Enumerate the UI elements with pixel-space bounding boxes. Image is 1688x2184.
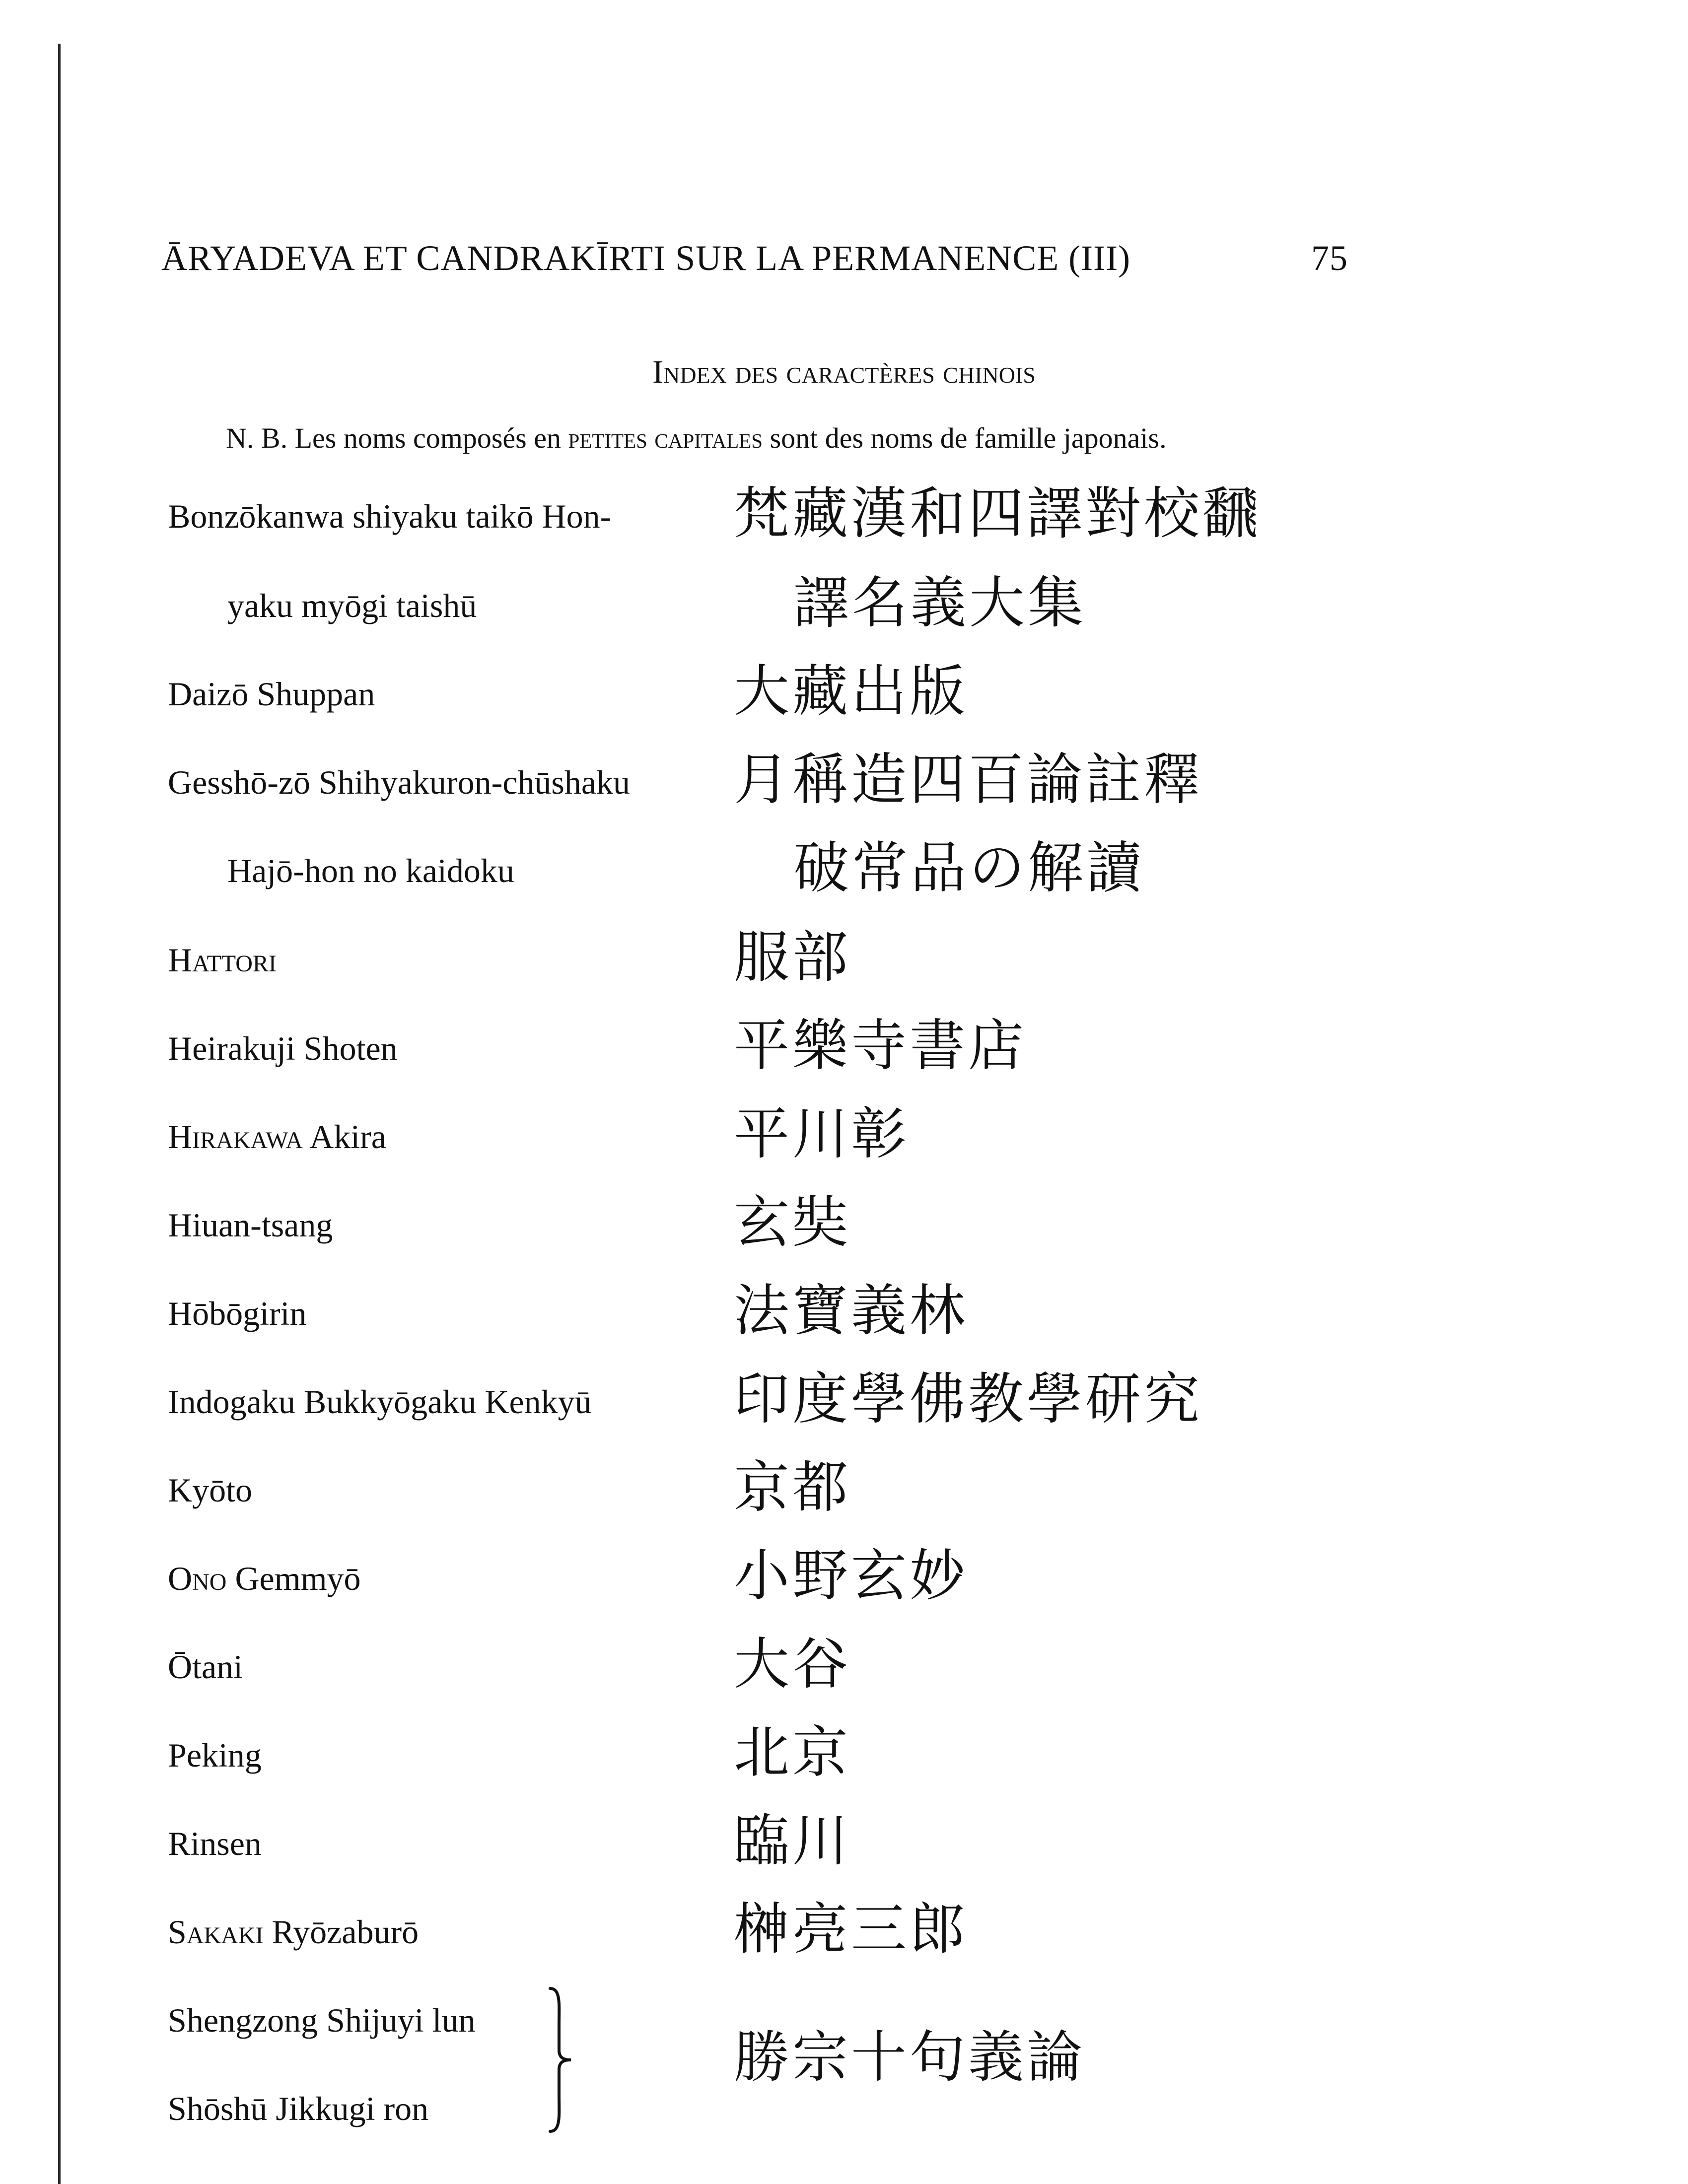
index-entry <box>0 1627 1688 1706</box>
entry-term: Hajō-hon no kaidoku <box>227 852 514 889</box>
index-entry <box>0 654 1688 734</box>
index-entry <box>0 1185 1688 1265</box>
entry-characters: 大谷 <box>734 1632 851 1697</box>
index-entry <box>0 1804 1688 1883</box>
entry-characters: 月稱造四百論註釋 <box>734 748 1202 812</box>
index-entry <box>0 1539 1688 1618</box>
running-head <box>161 233 1348 283</box>
entry-characters: 榊亮三郎 <box>734 1897 968 1962</box>
index-entry <box>0 477 1688 556</box>
entry-characters: 服部 <box>734 925 851 990</box>
entry-characters: 臨川 <box>734 1809 851 1873</box>
entry-term: Kyōto <box>168 1471 252 1509</box>
note <box>226 416 1368 461</box>
entry-term-family-name: Hirakawa <box>168 1118 303 1156</box>
note-lead: N. B. Les noms composés en <box>226 422 568 454</box>
entry-term: Ōtani <box>168 1648 243 1686</box>
index-entry <box>0 1097 1688 1176</box>
entry-characters: 破常品の解讀 <box>793 836 1145 900</box>
entry-term: Daizō Shuppan <box>168 675 375 713</box>
entry-characters: 北京 <box>734 1720 851 1785</box>
entry-characters: 平樂寺書店 <box>734 1014 1027 1078</box>
entry-term-given-name: Gemmyō <box>226 1560 361 1597</box>
index-entry <box>0 1009 1688 1088</box>
entry-term: Peking <box>168 1736 262 1774</box>
entry-term-family-name: Hattori <box>168 941 277 979</box>
entry-term-given-name: Ryōzaburō <box>263 1913 419 1951</box>
entry-term-family-name: Sakaki <box>168 1913 264 1951</box>
entry-term <box>168 935 277 985</box>
entry-term: Shengzong Shijuyi lun <box>168 2001 476 2039</box>
entry-term: Hiuan-tsang <box>168 1206 333 1244</box>
index-entry <box>0 1274 1688 1353</box>
entry-characters: 小野玄妙 <box>734 1544 968 1608</box>
index-entry <box>0 1450 1688 1530</box>
entry-characters: 平川彰 <box>734 1102 910 1166</box>
entry-term: yaku myōgi taishū <box>227 587 477 624</box>
index-entry <box>0 920 1688 1000</box>
entry-characters: 玄奘 <box>734 1190 851 1255</box>
entry-characters: 京都 <box>734 1455 851 1520</box>
entry-term: Bonzōkanwa shiyaku taikō Hon- <box>168 497 612 535</box>
entry-term <box>168 1554 361 1603</box>
entry-term: Indogaku Bukkyōgaku Kenkyū <box>168 1383 592 1421</box>
entry-term <box>168 1112 386 1161</box>
entry-term-family-name: Ono <box>168 1560 227 1597</box>
index-title: Index des caractères chinois <box>652 354 1036 390</box>
index-entry <box>0 566 1688 645</box>
page-number: 75 <box>1311 238 1348 278</box>
entry-term: Gesshō-zō Shihyakuron-chūshaku <box>168 763 631 801</box>
running-title: ĀRYADEVA ET CANDRAKĪRTI SUR LA PERMANENCE (III) <box>161 238 1131 278</box>
entry-term: Rinsen <box>168 1825 262 1862</box>
index-entry <box>0 1362 1688 1441</box>
note-small-caps: petites capitales <box>568 422 763 454</box>
note-tail: sont des noms de famille japonais. <box>763 422 1167 454</box>
index-entry <box>0 1715 1688 1795</box>
index-entry <box>0 831 1688 910</box>
right-brace <box>546 1985 576 2134</box>
index-entry <box>0 1892 1688 1972</box>
entry-characters: 譯名義大集 <box>793 571 1086 635</box>
entry-term-given-name: Akira <box>302 1118 386 1156</box>
entry-characters: 大藏出版 <box>734 659 968 724</box>
entry-term: Heirakuji Shoten <box>168 1029 398 1067</box>
entry-characters: 印度學佛教學研究 <box>734 1367 1202 1432</box>
entry-characters: 法寶義林 <box>734 1279 968 1343</box>
entry-characters: 梵藏漢和四譯對校飜 <box>734 481 1261 546</box>
entry-term: Hōbōgirin <box>168 1295 307 1332</box>
entry-term <box>168 1907 419 1957</box>
entry-term: Shōshū Jikkugi ron <box>168 2090 429 2127</box>
joint-entry-characters: 勝宗十句義論 <box>734 2025 1085 2090</box>
index-entry <box>0 743 1688 822</box>
